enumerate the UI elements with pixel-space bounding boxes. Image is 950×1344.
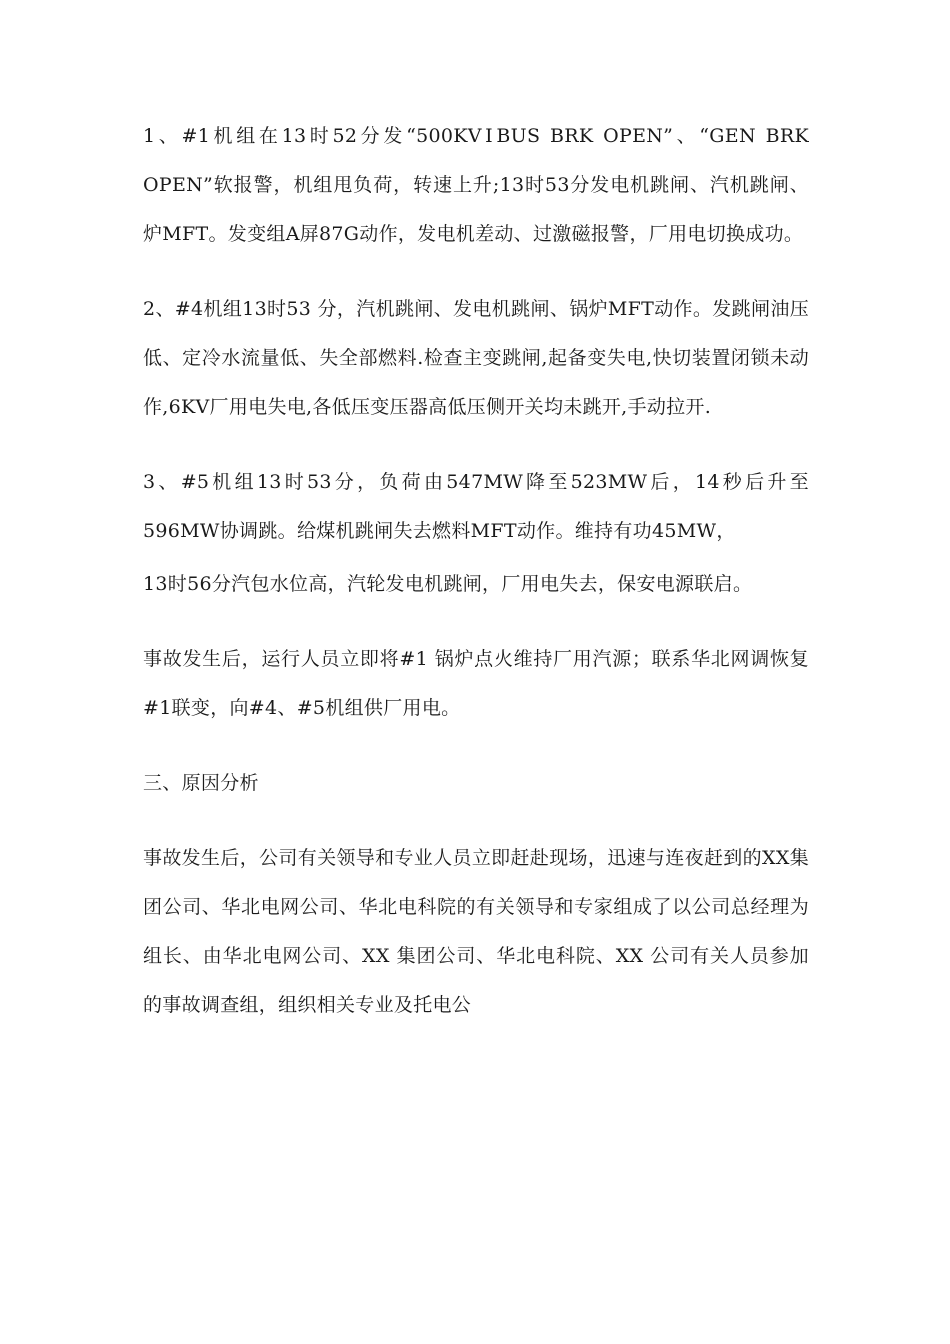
document-body — [143, 112, 809, 1056]
paragraph-investigation: 事故发生后，公司有关领导和专业人员立即赶赴现场，迅速与连夜赶到的XX集团公司、华北电网公司、华北电科院的有关领导和专家组成了以公司总经理为组长、由华北电网公司、XX 集团公司、华北电科院、XX 公司有关人员参加的事故调查组，组织相关专业及托电公 — [143, 847, 809, 1016]
paragraph-unit4-event: 2、#4机组13时53 分，汽机跳闸、发电机跳闸、锅炉MFT动作。发跳闸油压低、定冷水流量低、失全部燃料.检查主变跳闸,起备变失电,快切装置闭锁未动作,6KV厂用电失电,各低压变压器高低压侧开关均未跳开,手动拉开. — [143, 298, 809, 418]
paragraph-unit5-continued: 13时56分汽包水位高，汽轮发电机跳闸，厂用电失去，保安电源联启。 — [143, 573, 753, 595]
paragraph-post-incident: 事故发生后，运行人员立即将#1 锅炉点火维持厂用汽源；联系华北网调恢复#1联变，向#4、#5机组供厂用电。 — [143, 648, 809, 719]
section-heading-cause-analysis: 三、原因分析 — [143, 772, 259, 794]
paragraph-unit5-event: 3、#5机组13时53分，负荷由547MW降至523MW后，14秒后升至596MW协调跳。给煤机跳闸失去燃料MFT动作。维持有功45MW， — [143, 471, 809, 542]
paragraph-unit1-event: 1、#1机组在13时52分发“500KVⅠBUS BRK OPEN”、“GEN BRK OPEN”软报警，机组甩负荷，转速上升;13时53分发电机跳闸、汽机跳闸、炉MFT。发变组A屏87G动作，发电机差动、过激磁报警，厂用电切换成功。 — [143, 125, 809, 245]
